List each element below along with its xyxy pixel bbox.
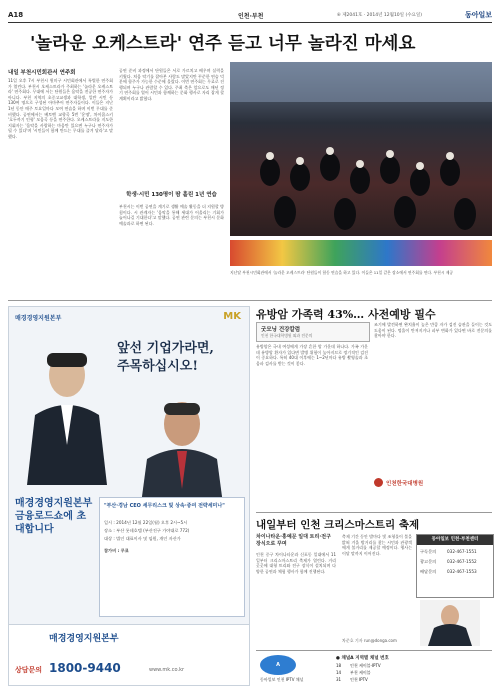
tv-channel-box xyxy=(256,650,492,685)
newspaper-logo: 동아일보 xyxy=(464,11,492,19)
ad-brand-left: 매경경영지원본부 xyxy=(15,315,62,322)
article3-subhead: 차이나타운·홍예문 일대 트리·전구 장식으로 꾸며 xyxy=(256,534,331,547)
ad-tagline-1: 앞선 기업가라면, xyxy=(117,341,214,356)
ad-event-box xyxy=(99,497,245,617)
tv-row-ch: 18 xyxy=(336,663,342,668)
article2-body-col1: 유방암은 국내 여성에게 가장 흔한 암 가운데 하나다. 가족 가운데 유방암 환자가 있다면 발병 위험이 높아지므로 정기적인 검진이 중요하다. 특히 40대 이후에는 1~2년마다 유방 촬영술과 초음파 검사를 받는 것이 좋다. xyxy=(256,344,368,366)
subscription-row-value[interactable]: 032-467-1553 xyxy=(447,569,477,574)
health-column-box xyxy=(256,322,370,342)
ad-event-title: "부산·경남 CEO 세무리스크 및 상속·증여 전략세미나" xyxy=(104,503,225,509)
ad-footer xyxy=(9,624,249,685)
tv-row-ch: 31 xyxy=(336,677,342,682)
section-title: 인천·부천 xyxy=(238,13,264,20)
tv-row-name: 부천 케이블 xyxy=(350,670,371,675)
article1-headline: '놀라운 오케스트라' 연주 듣고 너무 놀라진 마세요 xyxy=(30,34,416,54)
ad-phone-label: 상담문의 xyxy=(15,666,43,674)
subscription-row-value[interactable]: 032-467-1552 xyxy=(447,559,477,564)
article3-body-col1: 인천 중구 차이나타운과 신포동 일대에서 11일부터 크리스마스트리 축제가 열린다. 거리 곳곳에 대형 트리와 전구 장식이 설치되며 다양한 공연과 체험 행사가 함께 진행된다. xyxy=(256,552,336,574)
article1-body-col3: 부천시는 이번 공연을 계기로 생활 예술 활동을 더 지원할 방침이다. 시 관계자는 '음악을 통해 세대가 어울리는 기회가 늘어나길 기대한다'고 말했다. 공연 관련 문의는 부천시 문화예술과로 하면 된다. xyxy=(119,204,224,226)
article2-headline: 유방암 가족력 43%… 사전예방 필수 xyxy=(256,308,436,321)
hospital-name: 인천한국대병원 xyxy=(386,480,424,487)
subscription-box xyxy=(416,534,494,598)
article3-body-col2: 축제 기간 동안 밤마다 빛 조형물이 불을 밝혀 겨울 밤거리를 찾는 시민과 관광객에게 볼거리를 제공할 예정이다. 행사는 이달 말까지 이어진다. xyxy=(342,534,412,556)
ad-event-line-2: 장소 : 부산 롯데호텔 (부산진구 가야대로 772) xyxy=(104,528,190,533)
tv-program-line: ● 채널A 지역별 채널 번호 xyxy=(336,656,389,661)
tv-channel-name: 동아일보 인천 IPTV 채널 xyxy=(260,677,304,682)
ad-phone[interactable]: 1800-9440 xyxy=(49,661,121,675)
section-divider xyxy=(8,300,492,301)
article3-headline: 내일부터 인천 크리스마스트리 축제 xyxy=(256,519,420,531)
tv-row-ch: 14 xyxy=(336,670,342,675)
channel-a-logo: A xyxy=(260,655,296,675)
article2-body-col2: 조기에 발견하면 완치율이 높은 만큼 자가 검진 습관을 들이는 것도 도움이 된다. 멍울이 만져지거나 피부 변화가 있다면 바로 전문의를 찾아야 한다. xyxy=(374,322,492,339)
health-column-label: 굿모닝 건강칼럼 xyxy=(261,327,301,333)
ad-event-line-3: 대상 : 법인 대표이사 및 임원, 개인 자산가 xyxy=(104,536,181,541)
ad-tagline-2: 주목하십시오! xyxy=(117,359,199,374)
article1-body-col1: 11일 오후 7시 부천시 원미구 시민회관에서 특별한 연주회가 열린다. 부천시 오케스트라가 주최하는 '놀라운 오케스트라' 연주회다. 무대에 서는 단원들은 음악을 전공한 연주자가 아니다. 부천 지역의 초중고교생과 대학생, 일반 시민 등 130여 명으로 구성된 아마추어 연주자들이다. 이들은 지난 1년 동안 매주 토요일마다 모여 연습을 하며 이번 무대를 준비했다. 공연에서는 베토벤 교향곡 5번 '운명', 차이콥스키 '호두까기 인형' 모음곡 등을 연주한다. 오케스트라를 지도한 지휘자는 '음악을 사랑하는 마음만 있으면 누구나 연주자가 될 수 있다'며 '시민들이 함께 만드는 무대를 즐겨 달라'고 말했다. xyxy=(8,78,113,139)
hospital-logo xyxy=(374,478,423,487)
subscription-title: 동아일보 인천·부천센터 xyxy=(417,535,493,545)
article1-body-col2: 공연 준비 과정에서 단원들은 서로 가르치고 배우며 실력을 키웠다. 처음 악기를 잡아본 사람도 많았지만 꾸준한 연습 덕분에 합주가 가능한 수준에 올랐다. 이번 연주회는 무료로 진행되며 누구나 관람할 수 있다. 주최 측은 앞으로도 매년 정기 연주회를 열어 시민과 함께하는 문화 행사로 자리 잡게 할 계획이라고 밝혔다. xyxy=(119,68,224,101)
mural-photo xyxy=(230,240,492,266)
ad-fee: 참가비 : 무료 xyxy=(104,548,129,553)
subscription-row-label: 배달문의 xyxy=(420,569,437,574)
article1-subhead: 내일 부천시민회관서 연주회 xyxy=(8,70,76,76)
ad-person-1 xyxy=(17,335,117,485)
ad-footer-brand: 매경경영지원본부 xyxy=(49,634,119,644)
orchestra-photo xyxy=(230,62,492,236)
ad-mk-logo: MK xyxy=(223,311,241,322)
hospital-icon xyxy=(374,478,383,487)
issue-date: ⑥ 제2041호 · 2014년 12월10일 (수요일) xyxy=(336,13,422,18)
subscription-row-label: 구독문의 xyxy=(420,549,437,554)
section-divider-2 xyxy=(256,512,492,513)
ad-promo: 매경경영지원본부 금융로드쇼에 초대합니다 xyxy=(15,498,93,535)
article3-byline: 차준호 기자 run@donga.com xyxy=(342,638,397,643)
health-column-author: 인천 한국대학병원 외과 전문의 xyxy=(261,333,313,338)
subscription-row-label: 광고문의 xyxy=(420,559,437,564)
ad-website[interactable]: www.mk.co.kr xyxy=(149,667,185,673)
page-header xyxy=(8,8,492,23)
reporter-photo xyxy=(420,600,480,646)
article1-photo-caption: 지난달 부천시민회관에서 '놀라운 오케스트라' 단원들이 합동 연습을 하고 있다. 이들은 11일 같은 장소에서 연주회를 연다. 부천시 제공 xyxy=(230,270,454,275)
ad-event-line-1: 일시 : 2014년 12월 22일(월) 오후 2시~5시 xyxy=(104,520,188,525)
advertisement[interactable] xyxy=(8,306,250,686)
orchestra-photo-art xyxy=(230,62,492,236)
page-number: A18 xyxy=(8,11,24,19)
article1-subhead2: 학생·시민 130명이 땀 흘린 1년 연습 xyxy=(126,192,217,198)
tv-row-name: 인천 케이블·IPTV xyxy=(350,663,381,668)
tv-row-name: 인천 IPTV xyxy=(350,677,368,682)
subscription-row-value[interactable]: 032-467-1551 xyxy=(447,549,477,554)
